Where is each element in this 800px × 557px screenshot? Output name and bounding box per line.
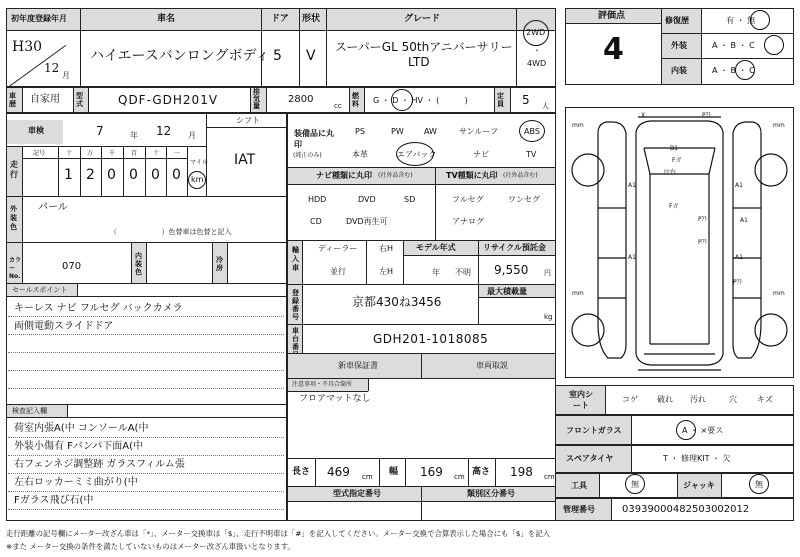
diag-lr: ﾋﾋ右 [664,169,677,176]
use-label: 車歴 [9,92,16,108]
equip-pw: PW [391,127,404,136]
footer-line2: ※また メーター交換の条件を満たしていないものはメーター改ざん車扱いとなります。 [6,542,295,551]
interior-b-circle [735,60,755,80]
car-name: ハイエースバンロングボディ [90,48,270,64]
equip-aw: AW [424,127,437,136]
shape-label: 形状 [302,14,321,24]
score-label: 評価点 [598,11,626,21]
height-value: 198 [510,465,533,479]
selling-label: セールスポイント [12,286,68,294]
diag-mark-1: A1 [735,182,743,189]
diag-mm-1: mm [773,122,785,129]
mileage-memo-label: 記号 [33,150,46,157]
front-glass-a-circle [676,420,696,440]
exterior-c-circle [764,35,784,55]
digit-label-3: 百 [131,150,138,157]
score-value: 4 [603,32,624,67]
front-glass-options: A ・ ×要ス [682,426,724,435]
registration-value: 京都430ね3456 [352,295,442,309]
equip-ps: PS [355,127,365,136]
diag-mm-3: mm [773,290,785,297]
diag-fglass: Fガ [672,157,682,164]
era-year: H30 [12,39,43,55]
inspection-month-unit: 月 [188,131,196,140]
color-value: パール [38,202,68,213]
digit-label-2: 千 [109,150,116,157]
digit-label-1: 万 [87,150,94,157]
digit-label-5: 一 [174,150,181,157]
tools-label: 工具 [571,481,587,490]
height-unit: cm [544,473,555,481]
new-car-warranty: 新車保証書 [338,361,378,370]
import-parallel: 並行 [330,267,346,276]
fuel-label: 燃料 [352,92,359,108]
equip-sunroof: サンルーフ [459,127,498,136]
repair-label: 修復歴 [665,16,689,25]
ac-label: 冷房 [216,256,223,272]
fuel-d-circle [391,89,413,111]
spare-options: T ・ 修理KIT ・ 欠 [663,454,731,463]
room-item-3: 穴 [729,395,737,404]
repair-none-circle [750,10,770,30]
width-unit: cm [454,473,465,481]
navi-sd: SD [404,195,416,204]
type-approval-label: 型式指定番号 [333,489,381,498]
diag-p-3: Pｱﾄ [698,239,708,246]
model-year-value: 不明 [455,268,471,277]
grade-label: グレード [404,14,441,24]
interior-label: 内装 [671,66,687,75]
repair-options: 有 ・ 無 [726,16,756,25]
tv-fullseg: フルセグ [452,195,484,204]
color-no-label: カラーNo. [9,257,22,280]
navi-sub: (社外品含む) [378,172,413,179]
room-item-4: キズ [757,395,773,404]
mileage-label: 走行 [10,160,18,179]
use-value: 自家用 [30,94,60,105]
tv-sub: (社外品含む) [503,172,538,179]
registration-label: 登録番号 [292,289,299,321]
diag-p-2: Pｱﾄ [733,279,743,286]
room-label: 室内シート [569,390,593,410]
mileage-digit-2: 0 [107,167,116,183]
equipment-sub: (純正のみ) [293,152,322,159]
inspector-line-4: Fガラス飛び石(中 [14,495,94,506]
diag-mark-0: A1 [628,182,636,189]
navi-hdd: HDD [308,195,327,204]
inspection-year-unit: 年 [130,131,138,140]
capacity-value: 5 [522,93,530,107]
inspection-month: 12 [156,124,172,138]
digit-label-4: 十 [153,150,160,157]
footer-line1: 走行距離の記号欄にメーター改ざん車は「*」、メーター交換車は「$」、走行不明車は「#」を記入してください。メーター交換で合算表示した場合にも「$」を記入 [6,529,551,538]
disp-value: 2800 [288,94,314,105]
spare-label: スペアタイヤ [566,454,614,463]
tools-value: 無 [631,480,639,489]
model-value: QDF-GDH201V [118,93,219,107]
capacity-label: 定員 [497,92,504,108]
mgmt-label: 管理番号 [563,505,595,514]
drive-2wd: 2WD [526,28,546,37]
selling-line-1: 両側電動スライドドア [14,321,114,332]
jack-label: ジャッキ [683,481,715,490]
drive-sep: ・ [533,46,541,55]
recycle-value: 9,550 [494,263,529,277]
tv-label: TV種類に丸印 [446,171,498,180]
exterior-options: A ・ B ・ C [712,41,755,50]
door-count: 5 [273,48,282,64]
exterior-label: 外装 [671,41,687,50]
diag-mark-2: A1 [628,254,636,261]
width-label: 幅 [389,467,399,477]
shift-value: IAT [234,152,256,168]
load-unit: kg [544,313,553,321]
inspection-label: 車検 [28,126,44,135]
mileage-digit-3: 0 [129,167,138,183]
chassis-label: 車台番 [292,327,299,351]
vehicle-manual: 車両取説 [476,361,508,370]
class-number-label: 類別区分番号 [467,489,515,498]
shape-value: V [306,48,316,64]
reg-month: 12 [44,61,60,75]
model-label: 型式 [76,92,83,108]
inspector-line-2: 右フェンネジ調整跡 ガラスフィルム張 [14,459,185,470]
import-rh: 右H [379,244,394,253]
navi-dvd: DVD [358,195,376,204]
import-label: 輸入車 [292,246,299,272]
equip-abs: ABS [524,127,540,136]
mileage-digit-5: 0 [172,167,181,183]
equipment-label: 装備品に丸印 [294,129,334,149]
room-item-1: 破れ [657,395,673,404]
recycle-label: リサイクル預託金 [483,243,546,252]
disp-label: 排気量 [253,88,260,110]
grade-line1: スーパーGL 50thアニバーサリー [335,40,513,54]
mgmt-value: 03939000482503002012 [622,504,750,515]
diag-mark-3: A1 [735,254,743,261]
diag-mark-4: A1 [740,217,748,224]
room-item-2: 汚れ [690,395,706,404]
color-no-value: 070 [62,261,82,272]
recycle-unit: 円 [544,269,551,277]
length-unit: cm [362,473,373,481]
navi-cd: CD [310,217,322,226]
length-label: 長さ [292,467,311,477]
equip-navi: ナビ [473,150,489,159]
diag-fglass2: Fガ [669,203,679,210]
equip-leather: 本革 [352,150,368,159]
width-value: 169 [420,465,443,479]
car-name-label: 車名 [157,14,176,24]
load-label: 最大積載量 [487,287,527,296]
notes-value: フロアマットなし [299,394,371,404]
reg-month-unit: 月 [62,71,70,80]
model-year-unit: 年 [432,268,440,277]
tv-analog: アナログ [452,217,484,226]
inspector-line-1: 外装小傷有 Fバンパ下面A(中 [14,441,143,452]
import-lh: 左H [379,267,394,276]
capacity-unit: 人 [542,102,549,110]
grade-line2: LTD [408,55,430,69]
diag-x-mark: X [641,112,646,119]
mileage-digit-0: 1 [64,167,73,183]
door-label: ドア [271,14,289,24]
inspector-label: 検査記入欄 [12,407,47,415]
height-label: 高さ [472,467,491,477]
chassis-value: GDH201-1018085 [373,332,489,346]
first-reg-label: 初年度登録年月 [11,14,67,23]
equip-airbag: エアバック [397,150,437,159]
disp-unit: cc [334,102,342,110]
selling-line-0: キーレス ナビ フルセグ バックカメラ [14,303,183,314]
room-item-0: コゲ [622,395,638,404]
drive-4wd: 4WD [527,59,547,68]
jack-value: 無 [755,480,763,489]
digit-label-0: 十 [66,150,73,157]
mileage-digit-4: 0 [151,167,160,183]
notes-label: 注意事項・不具合箇所 [292,381,353,388]
inspection-year: 7 [96,124,104,138]
color-label: 外装色 [10,205,17,231]
diag-mm-2: mm [572,290,584,297]
inspector-line-3: 左右ロッカーミミ曲がり(中 [14,477,138,488]
mile-label: マイル [190,159,208,166]
length-value: 469 [327,465,350,479]
inspector-line-0: 荷室内張A(中 コンソールA(中 [14,423,149,434]
diag-mm-0: mm [572,122,584,129]
equip-tv: TV [526,150,537,159]
import-dealer: ディーラー [318,244,358,253]
fuel-options: G ・ D ・ HV ・ ( ) [373,96,468,105]
front-glass-label: フロントガラス [566,426,622,435]
tv-oneseg: ワンセグ [508,195,540,204]
interior-options: A ・ B ・ C [712,66,755,75]
color-note: （ ）色替車は色替と記入 [110,228,232,236]
navi-label: ナビ種類に丸印 [316,171,372,180]
diag-mark-b1: B1 [670,145,678,152]
mileage-digit-1: 2 [86,167,95,183]
shift-label: シフト [236,116,260,125]
interior-color-label: 内装色 [135,252,142,276]
model-year-label: モデル年式 [416,243,456,252]
navi-dvd-play: DVD再生可 [346,217,388,226]
car-diagram [566,108,793,377]
mileage-unit: km [191,175,204,184]
diag-p-1: Pｱﾄ [698,216,708,223]
diag-p-0: Pｱﾄ [702,112,712,119]
